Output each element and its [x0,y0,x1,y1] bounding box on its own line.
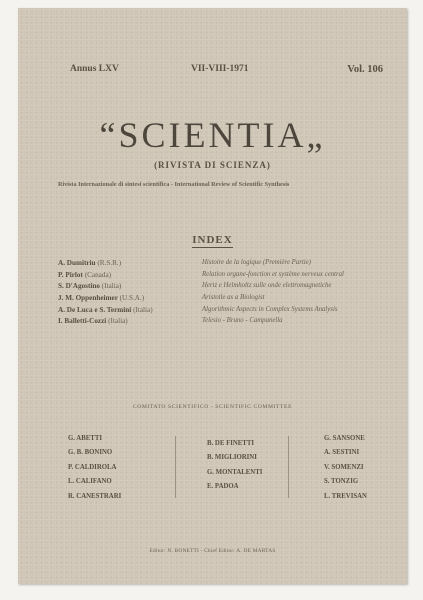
column-divider [175,436,176,498]
index-author: A. Dumitriu (R.S.R.) [58,259,122,267]
index-article: Relation organe-fonction et système nerveux central [202,270,344,278]
committee-member: R. CANESTRARI [68,492,122,500]
committee-column-2 [207,440,262,498]
index-article: Hertz e Helmholtz sulle onde elettromagnetiche [202,282,332,290]
index-author: I. Balletti-Cozzi (Italia) [58,317,128,326]
committee-member: S. TONZIG [324,478,359,486]
index-item [58,306,408,318]
committee-member: V. SOMENZI [324,463,364,471]
committee-member: G. ABETTI [68,435,102,442]
committee-heading: COMITATO SCIENTIFICO - SCIENTIFIC COMMITTEE [132,404,293,410]
committee-member: E. PADOA [207,483,239,491]
editor-footer: Editor: N. BONETTI - Chief Editor: A. DE MARTAS [149,548,276,554]
index-author: A. De Luca e S. Termini (Italia) [58,305,153,314]
index-author: P. Pirlot (Canada) [58,270,112,279]
issue-date: VII-VIII-1971 [191,64,249,74]
committee-member: G. B. BONINO [68,449,113,457]
journal-cover [18,8,407,584]
index-list [58,259,408,329]
index-article: Telesio - Bruno - Campanella [202,317,283,325]
index-item [58,282,408,294]
committee-member: G. MONTALENTI [207,468,263,476]
index-article: Algorithmic Aspects in Complex Systems Analysis [202,305,338,313]
committee-member: B. DE FINETTI [207,440,255,447]
index-article: Aristotle as a Biologist [202,294,265,302]
index-item [58,294,408,306]
annus-label: Annus LXV [70,64,119,74]
index-author: J. M. Oppenheimer (U.S.A.) [58,294,145,303]
header-row [18,64,407,78]
committee-column-1 [68,435,121,507]
committee-member: B. MIGLIORINI [207,454,257,462]
committee-member: P. CALDIROLA [68,463,117,471]
journal-tagline: Rivista Internazionale di sintesi scientifica - International Review of Scientific Synthesis [58,181,290,188]
journal-title: “SCIENTIA„ [99,115,326,155]
index-item [58,271,408,283]
index-author: S. D'Agostino (Italia) [58,282,122,291]
index-item [58,317,408,329]
index-heading: INDEX [192,234,233,246]
index-item [58,259,408,271]
committee-column-3 [324,435,367,507]
committee-member: G. SANSONE [324,435,365,442]
volume-label: Vol. 106 [347,64,383,75]
column-divider [288,436,289,498]
index-article: Histoire de la logique (Première Partie) [202,259,311,266]
committee-member: A. SESTINI [324,449,360,457]
committee-member: L. CALIFANO [68,478,112,486]
committee-member: L. TREVISAN [324,492,367,500]
journal-subtitle: (RIVISTA DI SCIENZA) [154,160,271,170]
